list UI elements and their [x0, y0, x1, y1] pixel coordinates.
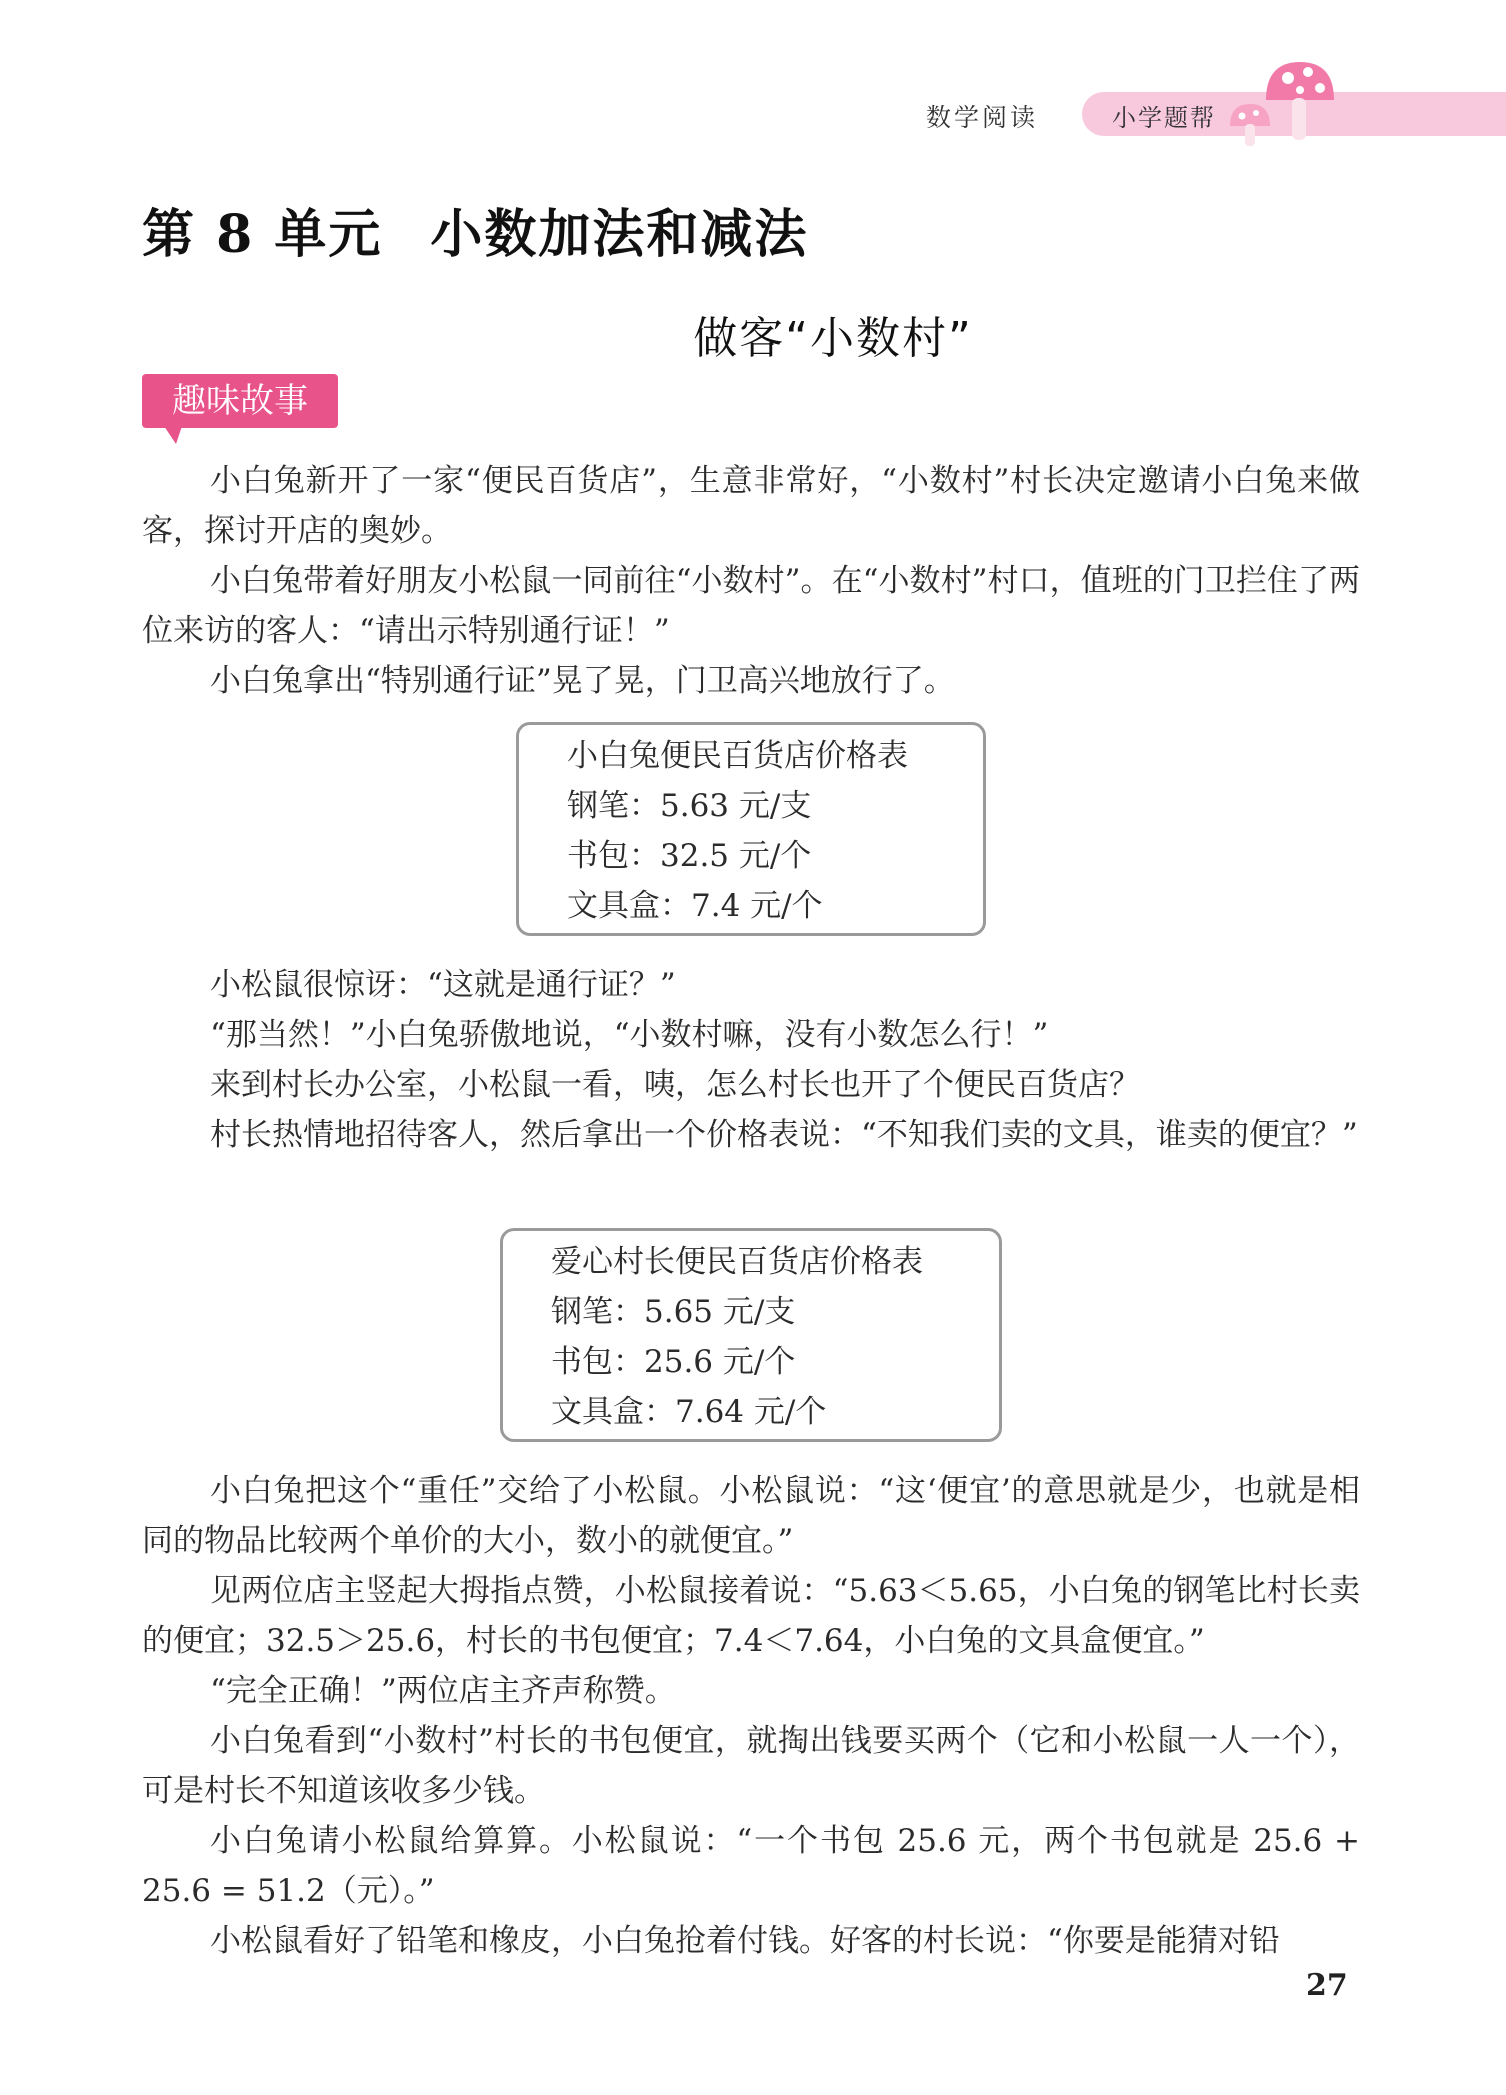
price-table-rabbit [516, 722, 986, 936]
brand-label: 小学题帮 [1112, 104, 1216, 132]
paragraph: 小松鼠很惊讶：“这就是通行证？” [210, 967, 676, 1003]
page-number: 27 [1306, 1968, 1348, 2003]
price-row: 书包：25.6 元/个 [551, 1344, 796, 1380]
story-title: 做客“小数村” [693, 313, 973, 364]
paragraph: 小白兔拿出“特别通行证”晃了晃，门卫高兴地放行了。 [210, 663, 955, 699]
section-tag: 趣味故事 [142, 374, 338, 428]
unit-name: 小数加法和减法 [430, 204, 809, 265]
price-row: 书包：32.5 元/个 [567, 838, 812, 874]
price-row: 文具盒：7.4 元/个 [567, 888, 823, 924]
unit-title [142, 192, 808, 267]
paragraph: 小白兔新开了一家“便民百货店”，生意非常好，“小数村”村长决定邀请小白兔来做客，探讨开店的奥妙。 [142, 463, 1360, 549]
paragraph: “那当然！”小白兔骄傲地说，“小数村嘛，没有小数怎么行！” [210, 1017, 1049, 1053]
paragraph: 村长热情地招待客人，然后拿出一个价格表说：“不知我们卖的文具，谁卖的便宜？” [210, 1117, 1358, 1153]
paragraph: 小松鼠看好了铅笔和橡皮，小白兔抢着付钱。好客的村长说：“你要是能猜对铅 [210, 1923, 1280, 1959]
price-table-chief [500, 1228, 1002, 1442]
unit-number: 第 8 单元 [142, 204, 383, 265]
paragraph: 小白兔把这个“重任”交给了小松鼠。小松鼠说：“这‘便宜’的意思就是少，也就是相同的物品比较两个单价的大小，数小的就便宜。” [142, 1473, 1360, 1559]
paragraph: 见两位店主竖起大拇指点赞，小松鼠接着说：“5.63＜5.65，小白兔的钢笔比村长卖的便宜；32.5＞25.6，村长的书包便宜；7.4＜7.64，小白兔的文具盒便宜。” [142, 1573, 1360, 1659]
paragraph: 小白兔看到“小数村”村长的书包便宜，就掏出钱要买两个（它和小松鼠一人一个），可是村长不知道该收多少钱。 [142, 1723, 1360, 1809]
price-row: 文具盒：7.64 元/个 [551, 1394, 827, 1430]
mushroom-icon [1222, 56, 1342, 152]
paragraph: 来到村长办公室，小松鼠一看，咦，怎么村长也开了个便民百货店？ [210, 1067, 1140, 1103]
paragraph: 小白兔带着好朋友小松鼠一同前往“小数村”。在“小数村”村口，值班的门卫拦住了两位来访的客人：“请出示特别通行证！” [142, 563, 1360, 649]
paragraph: 小白兔请小松鼠给算算。小松鼠说：“一个书包 25.6 元，两个书包就是 25.6 + 25.6 = 51.2（元）。” [142, 1823, 1360, 1909]
price-table-title: 小白兔便民百货店价格表 [567, 738, 908, 774]
book-section-label: 数学阅读 [926, 103, 1039, 132]
paragraph: “完全正确！”两位店主齐声称赞。 [210, 1673, 676, 1709]
price-table-title: 爱心村长便民百货店价格表 [551, 1244, 923, 1280]
price-row: 钢笔：5.65 元/支 [551, 1294, 796, 1330]
price-row: 钢笔：5.63 元/支 [567, 788, 812, 824]
